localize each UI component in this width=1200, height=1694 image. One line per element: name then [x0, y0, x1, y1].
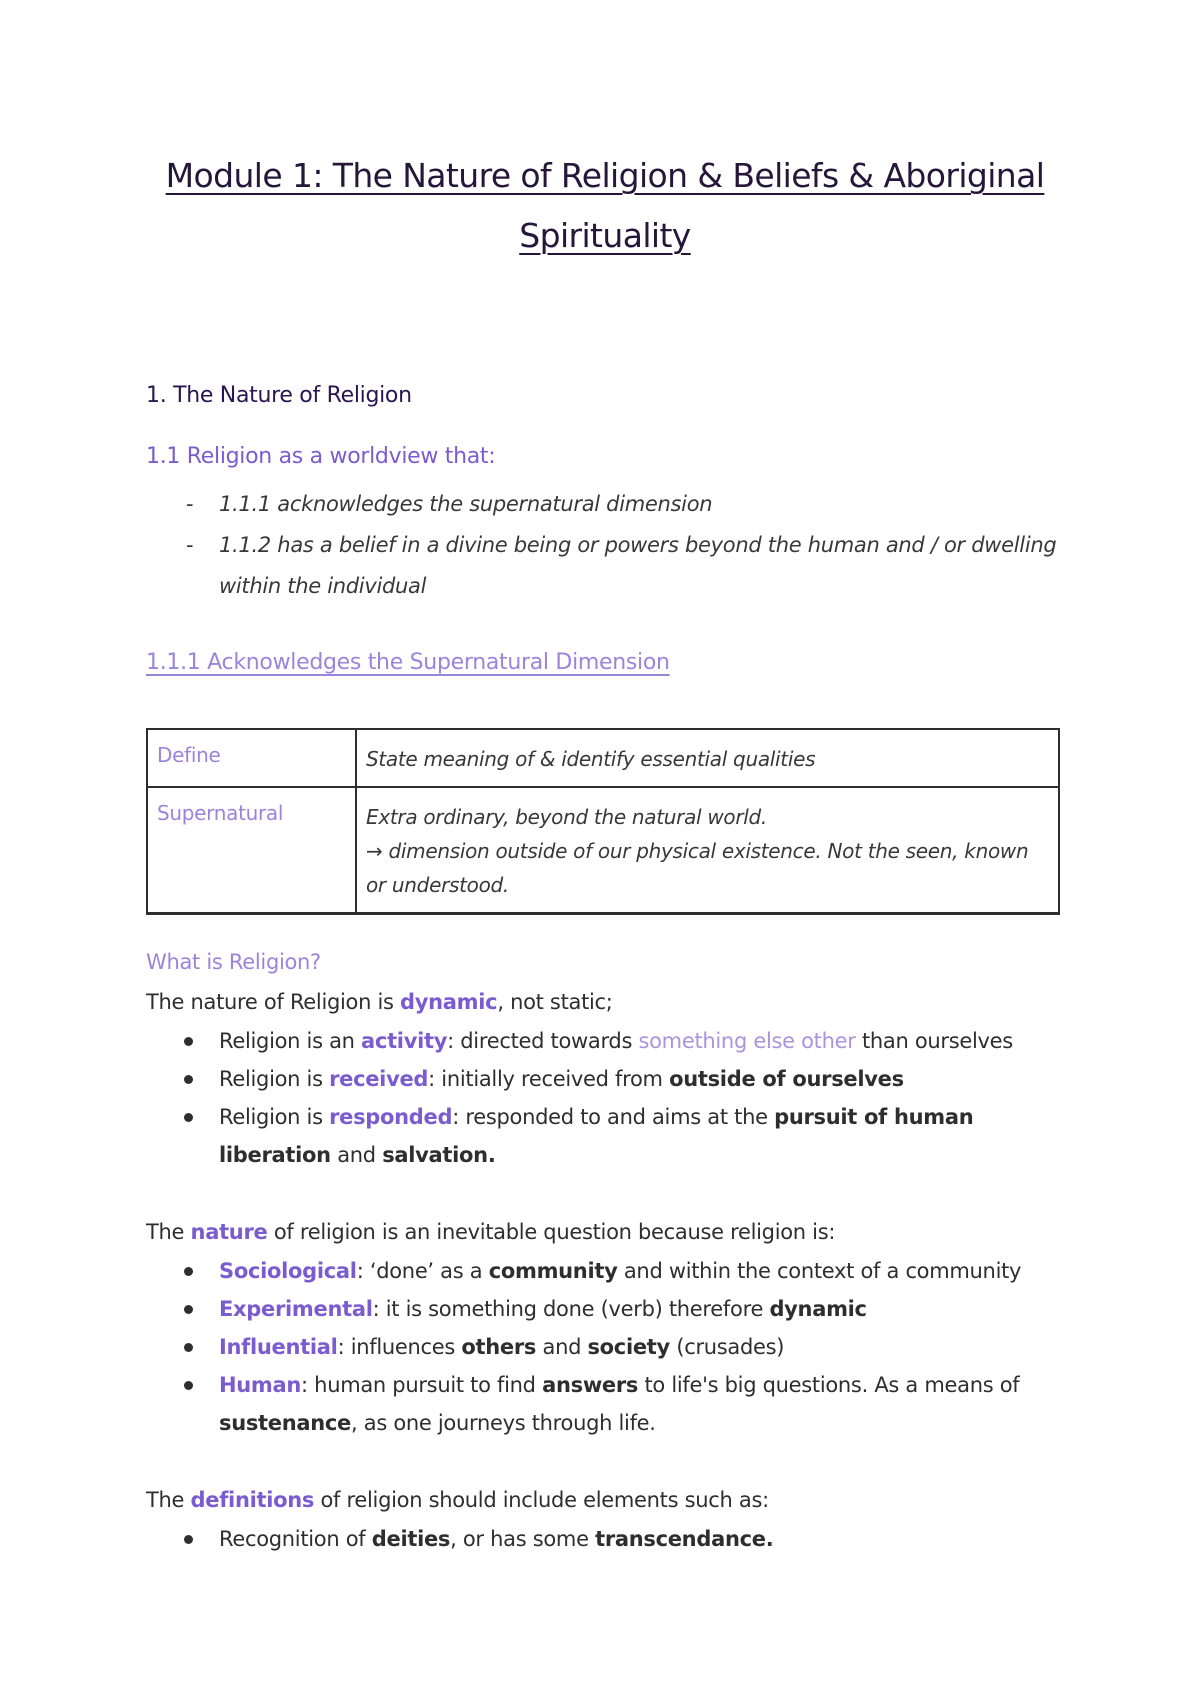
description-line: → dimension outside of our physical existence. Not the seen, known or understood. [366, 839, 1029, 897]
dash-item [146, 525, 1064, 607]
keyword: Sociological [219, 1259, 357, 1283]
text: . [487, 1143, 496, 1167]
topic-heading: 1.1.1 Acknowledges the Supernatural Dimension [146, 650, 670, 675]
text: of religion should include elements such as: [314, 1488, 769, 1512]
bold-text: answers [542, 1373, 639, 1397]
text: Recognition of [219, 1527, 372, 1551]
keyword: Experimental [219, 1297, 373, 1321]
dash-marker: - [186, 533, 194, 557]
keyword: activity [361, 1029, 448, 1053]
text: , not static; [497, 990, 613, 1014]
text: The [146, 1220, 191, 1244]
dash-marker: - [186, 492, 194, 516]
text: . [765, 1527, 774, 1551]
dash-item-text: 1.1.2 has a belief in a divine being or powers beyond the human and / or dwelling within the individual [219, 533, 1057, 598]
keyword: responded [329, 1105, 453, 1129]
keyword: Human [219, 1373, 302, 1397]
highlight: something else other [638, 1029, 856, 1053]
text: , as one journeys through life. [351, 1411, 656, 1435]
text: and [536, 1335, 588, 1359]
text: , or has some [450, 1527, 596, 1551]
list-item [146, 1060, 1064, 1098]
bold-text: community [488, 1259, 618, 1283]
text: : initially received from [428, 1067, 670, 1091]
text: Religion is [219, 1105, 330, 1129]
bullet-icon [184, 1305, 193, 1314]
bullet-icon [184, 1037, 193, 1046]
list-item [146, 1328, 1064, 1366]
bold-text: pursuit of human liberation [219, 1105, 974, 1167]
definitions-paragraph [146, 1488, 769, 1512]
text: (crusades) [669, 1335, 785, 1359]
dash-item [146, 484, 1064, 525]
section-heading: 1. The Nature of Religion [146, 383, 412, 408]
nature-paragraph [146, 990, 613, 1014]
bullet-icon [184, 1075, 193, 1084]
text: : influences [337, 1335, 462, 1359]
list-item [146, 1098, 1064, 1174]
list-item [146, 1520, 1064, 1558]
keyword: definitions [190, 1488, 315, 1512]
keyword: nature [190, 1220, 268, 1244]
question-heading: What is Religion? [146, 950, 321, 974]
bold-text: salvation [382, 1143, 488, 1167]
definition-table [146, 728, 1060, 915]
bullet-icon [184, 1343, 193, 1352]
list-item [146, 1022, 1064, 1060]
list-item [146, 1252, 1064, 1290]
dash-list [146, 484, 1064, 607]
page-title: Module 1: The Nature of Religion & Beliefs & Aboriginal Spirituality [165, 156, 1045, 255]
keyword: Influential [219, 1335, 338, 1359]
table-description [356, 787, 1059, 914]
bold-text: outside of ourselves [669, 1067, 904, 1091]
list-item [146, 1366, 1064, 1442]
subsection-heading: 1.1 Religion as a worldview that: [146, 444, 496, 469]
bold-text: society [587, 1335, 670, 1359]
bullet-icon [184, 1381, 193, 1390]
table-row [147, 729, 1059, 787]
text: to life's big questions. As a means of [638, 1373, 1020, 1397]
text: The [146, 1488, 191, 1512]
text: Religion is an [219, 1029, 362, 1053]
text: than ourselves [855, 1029, 1013, 1053]
bold-text: transcendance [595, 1527, 766, 1551]
text: and [330, 1143, 383, 1167]
definitions-list [146, 1520, 1064, 1558]
text: Religion is [219, 1067, 330, 1091]
bold-text: deities [371, 1527, 451, 1551]
keyword: dynamic [400, 990, 498, 1014]
text: : ‘done’ as a [356, 1259, 489, 1283]
list-item [146, 1290, 1064, 1328]
keyword: received [329, 1067, 429, 1091]
bullet-icon [184, 1113, 193, 1122]
activity-list [146, 1022, 1064, 1174]
table-row [147, 787, 1059, 914]
text: : responded to and aims at the [452, 1105, 775, 1129]
text: : directed towards [447, 1029, 639, 1053]
text: The nature of Religion is [146, 990, 401, 1014]
text: and within the context of a community [617, 1259, 1022, 1283]
bold-text: sustenance [219, 1411, 351, 1435]
bold-text: others [461, 1335, 537, 1359]
bullet-icon [184, 1267, 193, 1276]
table-term: Define [147, 729, 356, 787]
text: : it is something done (verb) therefore [372, 1297, 770, 1321]
description-line: Extra ordinary, beyond the natural world. [366, 805, 767, 829]
text: of religion is an inevitable question because religion is: [267, 1220, 836, 1244]
reasons-list [146, 1252, 1064, 1442]
dash-item-text: 1.1.1 acknowledges the supernatural dimension [219, 492, 713, 516]
bold-text: dynamic [769, 1297, 867, 1321]
text: : human pursuit to find [301, 1373, 543, 1397]
bullet-icon [184, 1535, 193, 1544]
table-term: Supernatural [147, 787, 356, 914]
nature-question-paragraph [146, 1220, 835, 1244]
table-description: State meaning of & identify essential qualities [356, 729, 1059, 787]
